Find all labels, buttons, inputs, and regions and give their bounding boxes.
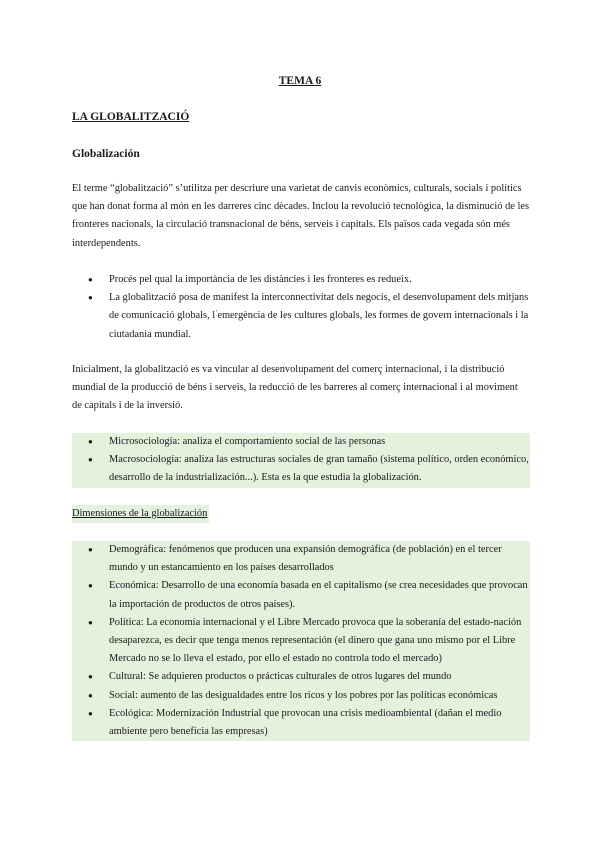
list-item-text: Demográfica: fenómenos que producen una expansión demográfica (de población) en el tercer mundo y un estancamiento en los países desarrollados — [109, 544, 502, 574]
superscript-apostrophe: ’ — [215, 309, 218, 317]
bullet-icon: ● — [88, 708, 93, 718]
bullet-icon: ● — [88, 690, 93, 700]
list-item-text: La globalització posa de manifest la interconnectivitat dels negocis, el desenvolupament dels mitjans de comunicació globals, l — [109, 292, 529, 322]
sociology-types-list — [72, 433, 530, 488]
list-item-text: emergència de les cultures globals, les formes de govern internacionals i la ciutadania mundial. — [109, 310, 529, 340]
bullet-icon: ● — [88, 617, 93, 627]
list-item — [72, 668, 530, 686]
dimensions-heading: Dimensiones de la globalización — [72, 505, 209, 523]
history-paragraph: Inicialment, la globalització es va vincular al desenvolupament del comerç internacional, i la distribució mundial de la producció de béns i serveis, la reducció de les barreres al comerç internacional i al moviment de capitals i de la inversió. — [72, 364, 518, 412]
bullet-icon: ● — [88, 545, 93, 554]
list-item — [72, 614, 530, 669]
list-item-text: Social: aumento de las desigualdades entre los ricos y los pobres por las políticas económicas — [109, 689, 498, 701]
bullet-icon: ● — [88, 293, 93, 303]
page-title: TEMA 6 — [278, 75, 322, 87]
list-item — [72, 289, 530, 344]
bullet-icon: ● — [88, 672, 93, 682]
intro-paragraph: El terme “globalització” s’utilitza per descriure una varietat de canvis econòmics, culturals, socials i polítics que han donat forma al món en les darreres cinc dècades. Inclou la revolució tecnològica, la disminució de les fronteres nacionals, la circulació transnacional de béns, serveis i capitals. Els països cada vegada són més interdependents. — [72, 183, 530, 249]
list-item-text: Política: La economía internacional y el Libre Mercado provoca que la soberanía del estado-nación desaparezca, es decir que tenga menos representación (el dinero que gana uno mismo por el Libre Mercado no se lo lleva el estado, por ello el estado no controla todo el mercado) — [109, 616, 522, 665]
section-title: LA GLOBALITZACIÓ — [72, 111, 190, 123]
subsection-title: Globalización — [72, 148, 140, 160]
bullet-icon: ● — [88, 581, 93, 591]
list-item — [72, 687, 530, 705]
bullet-icon: ● — [88, 455, 93, 465]
list-item — [72, 541, 530, 577]
list-item-text: Económica: Desarrollo de una economía basada en el capitalismo (se crea necesidades que provocan la importación de productos de otros países). — [109, 580, 528, 610]
globalization-definition-list — [72, 271, 530, 344]
list-item-text: Procés pel qual la importància de les distàncies i les fronteres es redueix. — [109, 274, 412, 285]
dimensions-list — [72, 541, 530, 741]
list-item — [72, 433, 530, 451]
list-item-text: Ecológica: Modernización Industrial que provocan una crisis medioambiental (dañan el medio ambiente pero beneficia las empresas) — [109, 707, 502, 738]
bullet-icon: ● — [88, 275, 93, 284]
list-item — [72, 451, 530, 487]
bullet-icon: ● — [88, 437, 93, 446]
list-item — [72, 577, 530, 613]
list-item-text: Macrosociología: analiza las estructuras sociales de gran tamaño (sistema político, orden económico, desarrollo de la industrialización...). Esta es la que estudia la globalización. — [109, 454, 529, 484]
list-item-text: Microsociología: analiza el comportamiento social de las personas — [109, 436, 386, 447]
list-item — [72, 271, 530, 289]
list-item-text: Cultural: Se adquieren productos o prácticas culturales de otros lugares del mundo — [109, 671, 452, 683]
list-item — [72, 705, 530, 741]
document-page — [72, 0, 532, 848]
